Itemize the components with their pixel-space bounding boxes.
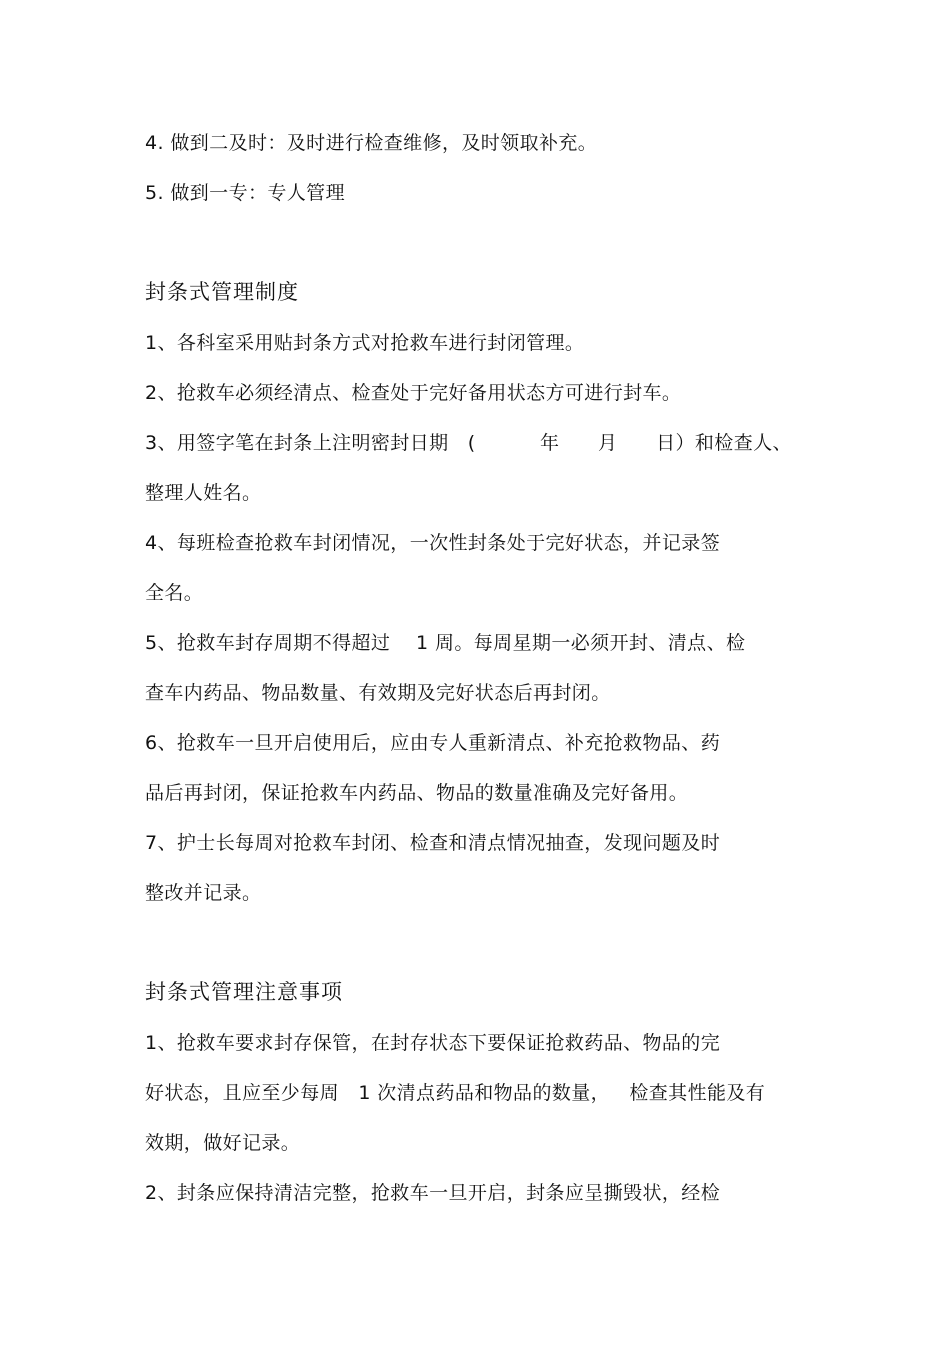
section1-line: 整改并记录。	[145, 882, 262, 904]
section1-line: 1、各科室采用贴封条方式对抢救车进行封闭管理。	[145, 332, 585, 354]
section1-line: 4、每班检查抢救车封闭情况，一次性封条处于完好状态，并记录签	[145, 532, 721, 554]
section1-line: 3、用签字笔在封条上注明密封日期 ( 年 月 日）和检查人、	[145, 432, 792, 454]
section1-line: 全名。	[145, 582, 204, 604]
section2-line: 效期，做好记录。	[145, 1132, 301, 1154]
section1-line: 2、抢救车必须经清点、检查处于完好备用状态方可进行封车。	[145, 382, 682, 404]
section1-line: 5、抢救车封存周期不得超过 1 周。每周星期一必须开封、清点、检	[145, 632, 746, 654]
intro-item-4: 4. 做到二及时：及时进行检查维修，及时领取补充。	[145, 132, 598, 154]
section1-line: 6、抢救车一旦开启使用后，应由专人重新清点、补充抢救物品、药	[145, 732, 721, 754]
section1-line: 整理人姓名。	[145, 482, 262, 504]
section2-line: 2、封条应保持清洁完整，抢救车一旦开启，封条应呈撕毁状，经检	[145, 1182, 721, 1204]
section1-line: 查车内药品、物品数量、有效期及完好状态后再封闭。	[145, 682, 611, 704]
section-title-seal-management-system: 封条式管理制度	[145, 280, 299, 304]
section1-line: 品后再封闭，保证抢救车内药品、物品的数量准确及完好备用。	[145, 782, 689, 804]
section2-line: 好状态，且应至少每周 1 次清点药品和物品的数量， 检查其性能及有	[145, 1082, 766, 1104]
intro-item-5: 5. 做到一专：专人管理	[145, 182, 345, 204]
section-title-seal-management-notes: 封条式管理注意事项	[145, 980, 343, 1004]
section1-line: 7、护士长每周对抢救车封闭、检查和清点情况抽查，发现问题及时	[145, 832, 721, 854]
section2-line: 1、抢救车要求封存保管，在封存状态下要保证抢救药品、物品的完	[145, 1032, 721, 1054]
